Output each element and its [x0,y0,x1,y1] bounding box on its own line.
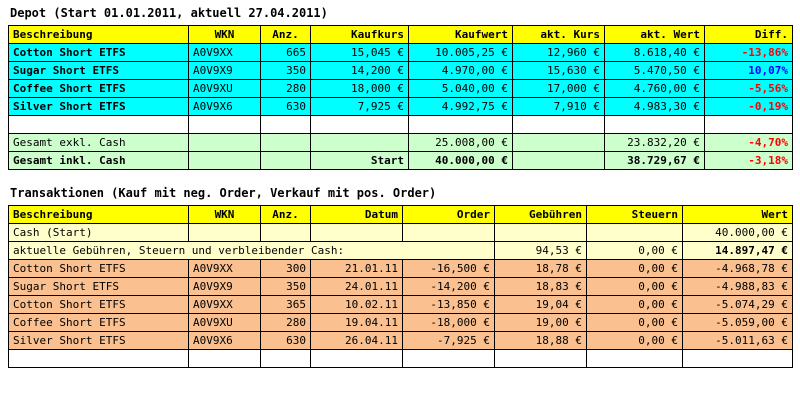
table-row[interactable] [9,278,793,296]
trans-cell-steuern: 0,00 € [587,278,683,296]
depot-empty-cell [9,116,189,134]
depot-summary-anz [261,152,311,170]
trans-cell-wkn: A0V9XX [189,260,261,278]
depot-cell-kaufkurs: 7,925 € [311,98,409,116]
table-row[interactable] [9,98,793,116]
trans-cash-order [403,224,495,242]
trans-cell-beschreibung: Cotton Short ETFS [9,296,189,314]
depot-cell-wkn: A0V9X6 [189,98,261,116]
depot-cell-akt-kurs: 17,000 € [513,80,605,98]
trans-cell-steuern: 0,00 € [587,332,683,350]
trans-cash-gebuehren [495,224,587,242]
depot-cell-akt-wert: 8.618,40 € [605,44,705,62]
trans-cash-row[interactable] [9,224,793,242]
depot-cell-kaufwert: 4.970,00 € [409,62,513,80]
trans-cell-wert: -4.968,78 € [683,260,793,278]
trans-cash-beschreibung: Cash (Start) [9,224,189,242]
trans-summary-label: aktuelle Gebühren, Steuern und verbleibender Cash: [9,242,495,260]
transaktionen-title: Transaktionen (Kauf mit neg. Order, Verkauf mit pos. Order) [10,186,437,200]
depot-header-row [9,26,793,44]
depot-cell-anz: 630 [261,98,311,116]
trans-cell-datum: 24.01.11 [311,278,403,296]
depot-summary-akt-kurs [513,134,605,152]
trans-cell-datum: 19.04.11 [311,314,403,332]
trans-cell-wert: -5.059,00 € [683,314,793,332]
trans-cell-wkn: A0V9XU [189,314,261,332]
trans-cell-gebuehren: 19,00 € [495,314,587,332]
trans-cell-order: -18,000 € [403,314,495,332]
trans-summary-steuern: 0,00 € [587,242,683,260]
trans-summary-row[interactable] [9,242,793,260]
depot-title: Depot (Start 01.01.2011, aktuell 27.04.2011) [10,6,328,20]
depot-summary-anz [261,134,311,152]
trans-cell-steuern: 0,00 € [587,260,683,278]
depot-cell-anz: 350 [261,62,311,80]
depot-cell-kaufkurs: 14,200 € [311,62,409,80]
depot-empty-cell [189,116,261,134]
trans-cell-datum: 21.01.11 [311,260,403,278]
table-row[interactable] [9,314,793,332]
depot-summary-akt-wert: 38.729,67 € [605,152,705,170]
depot-header-akt-wert: akt. Wert [605,26,705,44]
trans-cell-gebuehren: 18,88 € [495,332,587,350]
trans-cell-order: -14,200 € [403,278,495,296]
trans-cell-wert: -4.988,83 € [683,278,793,296]
depot-cell-diff: 10,07% [705,62,793,80]
depot-summary-kaufkurs: Start [311,152,409,170]
trans-header-wkn: WKN [189,206,261,224]
trans-header-anz: Anz. [261,206,311,224]
trans-cell-datum: 10.02.11 [311,296,403,314]
trans-cash-wkn [189,224,261,242]
trans-empty-cell [261,350,311,368]
trans-cell-datum: 26.04.11 [311,332,403,350]
trans-empty-cell [587,350,683,368]
depot-cell-anz: 665 [261,44,311,62]
depot-summary-diff: -4,70% [705,134,793,152]
depot-cell-akt-wert: 5.470,50 € [605,62,705,80]
trans-header-order: Order [403,206,495,224]
depot-summary-beschreibung: Gesamt exkl. Cash [9,134,189,152]
depot-table [8,25,793,170]
depot-summary-wkn [189,152,261,170]
trans-cell-beschreibung: Coffee Short ETFS [9,314,189,332]
trans-header-steuern: Steuern [587,206,683,224]
depot-cell-beschreibung: Sugar Short ETFS [9,62,189,80]
trans-empty-cell [683,350,793,368]
depot-summary-beschreibung: Gesamt inkl. Cash [9,152,189,170]
trans-header-datum: Datum [311,206,403,224]
trans-cell-steuern: 0,00 € [587,314,683,332]
section-gap [8,170,792,186]
trans-empty-cell [311,350,403,368]
trans-cell-wkn: A0V9XX [189,296,261,314]
depot-header-kaufwert: Kaufwert [409,26,513,44]
trans-header-row [9,206,793,224]
trans-cell-anz: 280 [261,314,311,332]
depot-cell-kaufkurs: 15,045 € [311,44,409,62]
table-row[interactable] [9,296,793,314]
depot-empty-cell [311,116,409,134]
trans-cell-order: -13,850 € [403,296,495,314]
depot-empty-cell [705,116,793,134]
trans-cash-wert: 40.000,00 € [683,224,793,242]
table-row[interactable] [9,260,793,278]
depot-header-beschreibung: Beschreibung [9,26,189,44]
trans-summary-gebuehren: 94,53 € [495,242,587,260]
depot-cell-wkn: A0V9XU [189,80,261,98]
trans-header-beschreibung: Beschreibung [9,206,189,224]
trans-cell-gebuehren: 18,78 € [495,260,587,278]
trans-cell-wert: -5.074,29 € [683,296,793,314]
trans-cell-beschreibung: Silver Short ETFS [9,332,189,350]
trans-cell-gebuehren: 19,04 € [495,296,587,314]
depot-cell-akt-kurs: 15,630 € [513,62,605,80]
depot-header-diff: Diff. [705,26,793,44]
trans-empty-cell [9,350,189,368]
depot-cell-diff: -5,56% [705,80,793,98]
depot-cell-diff: -13,86% [705,44,793,62]
depot-empty-cell [261,116,311,134]
depot-summary-akt-kurs [513,152,605,170]
depot-cell-akt-wert: 4.983,30 € [605,98,705,116]
trans-empty-cell [189,350,261,368]
trans-cell-wkn: A0V9X6 [189,332,261,350]
trans-header-gebuehren: Gebühren [495,206,587,224]
depot-cell-kaufkurs: 18,000 € [311,80,409,98]
depot-cell-akt-kurs: 7,910 € [513,98,605,116]
table-row[interactable] [9,80,793,98]
depot-cell-akt-wert: 4.760,00 € [605,80,705,98]
trans-cell-wert: -5.011,63 € [683,332,793,350]
trans-cell-steuern: 0,00 € [587,296,683,314]
depot-empty-cell [409,116,513,134]
trans-cell-beschreibung: Cotton Short ETFS [9,260,189,278]
trans-cell-anz: 365 [261,296,311,314]
trans-cell-order: -7,925 € [403,332,495,350]
trans-cell-anz: 350 [261,278,311,296]
depot-cell-kaufwert: 5.040,00 € [409,80,513,98]
depot-summary-wkn [189,134,261,152]
trans-empty-row[interactable] [9,350,793,368]
trans-cash-steuern [587,224,683,242]
depot-selected-cell[interactable] [513,116,605,134]
trans-cell-beschreibung: Sugar Short ETFS [9,278,189,296]
trans-cell-order: -16,500 € [403,260,495,278]
depot-cell-akt-kurs: 12,960 € [513,44,605,62]
depot-cell-beschreibung: Coffee Short ETFS [9,80,189,98]
depot-summary-row[interactable] [9,134,793,152]
trans-cell-gebuehren: 18,83 € [495,278,587,296]
trans-cell-anz: 630 [261,332,311,350]
trans-summary-wert: 14.897,47 € [683,242,793,260]
depot-summary-akt-wert: 23.832,20 € [605,134,705,152]
trans-cash-datum [311,224,403,242]
table-row[interactable] [9,44,793,62]
depot-cell-diff: -0,19% [705,98,793,116]
depot-summary-kaufwert: 40.000,00 € [409,152,513,170]
depot-summary-kaufwert: 25.008,00 € [409,134,513,152]
depot-summary-kaufkurs [311,134,409,152]
depot-empty-row[interactable] [9,116,793,134]
depot-header-wkn: WKN [189,26,261,44]
trans-cell-wkn: A0V9X9 [189,278,261,296]
depot-header-anz: Anz. [261,26,311,44]
trans-cell-anz: 300 [261,260,311,278]
trans-empty-cell [495,350,587,368]
trans-header-wert: Wert [683,206,793,224]
depot-cell-wkn: A0V9X9 [189,62,261,80]
depot-cell-beschreibung: Silver Short ETFS [9,98,189,116]
table-row[interactable] [9,62,793,80]
transaktionen-table [8,205,793,368]
depot-cell-wkn: A0V9XX [189,44,261,62]
depot-cell-beschreibung: Cotton Short ETFS [9,44,189,62]
depot-cell-anz: 280 [261,80,311,98]
depot-header-kaufkurs: Kaufkurs [311,26,409,44]
trans-empty-cell [403,350,495,368]
depot-cell-kaufwert: 4.992,75 € [409,98,513,116]
depot-summary-diff: -3,18% [705,152,793,170]
table-row[interactable] [9,332,793,350]
depot-summary-row[interactable] [9,152,793,170]
depot-empty-cell [605,116,705,134]
depot-cell-kaufwert: 10.005,25 € [409,44,513,62]
trans-cash-anz [261,224,311,242]
depot-header-akt-kurs: akt. Kurs [513,26,605,44]
